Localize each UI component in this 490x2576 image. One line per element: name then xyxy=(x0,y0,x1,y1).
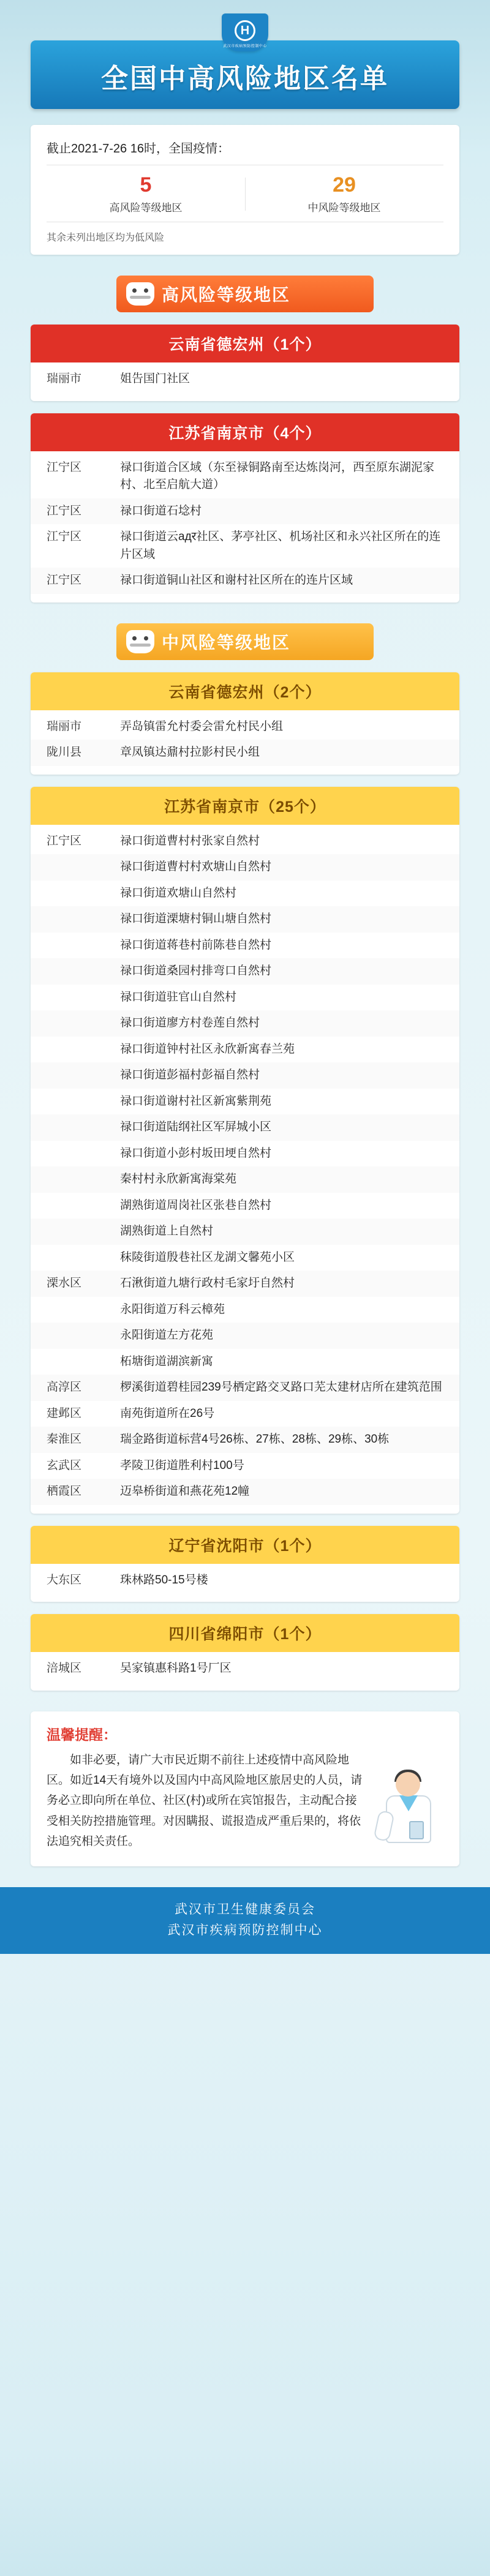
place-cell: 椤溪街道碧桂园239号栖定路交叉路口芜太建材店所在建筑范围 xyxy=(120,1381,442,1394)
district-cell xyxy=(47,885,120,903)
table-row xyxy=(31,1089,459,1115)
logo-badge xyxy=(222,13,268,51)
table-row xyxy=(31,1297,459,1323)
district-cell xyxy=(47,1145,120,1163)
table-row xyxy=(31,524,459,568)
mid-risk-count-cell xyxy=(245,174,443,214)
region-card xyxy=(31,325,459,401)
district-cell: 建邺区 xyxy=(47,1406,82,1420)
table-row xyxy=(31,1010,459,1037)
place-cell: 禄口街道曹村村欢塘山自然村 xyxy=(120,860,272,874)
region-card-body xyxy=(31,1564,459,1602)
summary-card xyxy=(31,125,459,255)
district-cell: 陇川县 xyxy=(47,746,82,759)
place-cell: 章凤镇达鼐村拉影村民小组 xyxy=(120,746,260,759)
place-cell: 禄口街道曹村村张家自然村 xyxy=(120,834,260,847)
table-row xyxy=(31,1656,459,1682)
region-card-title: 辽宁省沈阳市（1个） xyxy=(31,1526,459,1564)
district-cell: 瑞丽市 xyxy=(47,719,82,733)
place-cell: 秣陵街道殷巷社区龙湖文馨苑小区 xyxy=(120,1250,295,1264)
region-card xyxy=(31,1526,459,1602)
table-row xyxy=(31,1401,459,1427)
district-cell: 涪城区 xyxy=(47,1662,82,1675)
district-cell xyxy=(47,963,120,980)
district-cell xyxy=(47,911,120,928)
doctor-illustration xyxy=(372,1768,446,1854)
place-cell: 禄口街道欢塘山自然村 xyxy=(120,886,237,899)
summary-asof: 截止2021-7-26 16时，全国疫情： xyxy=(47,138,443,165)
region-card xyxy=(31,413,459,603)
table-row xyxy=(31,1568,459,1594)
district-cell xyxy=(47,1223,120,1241)
place-cell: 湖熟街道上自然村 xyxy=(120,1225,214,1238)
tips-card xyxy=(31,1711,459,1866)
district-cell: 大东区 xyxy=(47,1573,82,1587)
mid-risk-count-label: 中风险等级地区 xyxy=(307,202,381,214)
mid-risk-count: 29 xyxy=(333,173,356,197)
district-cell xyxy=(47,1093,120,1111)
place-cell: 禄口街道彭福村彭福自然村 xyxy=(120,1068,260,1082)
place-cell: 禄口街道石埝村 xyxy=(120,504,202,517)
region-card-title: 江苏省南京市（4个） xyxy=(31,413,459,451)
place-cell: 吴家镇惠科路1号厂区 xyxy=(120,1662,232,1675)
place-cell: 迈皋桥街道和燕花苑12幢 xyxy=(120,1485,250,1498)
region-card-body xyxy=(31,1652,459,1691)
region-card-body xyxy=(31,362,459,401)
table-row xyxy=(31,1427,459,1453)
place-cell: 禄口街道铜山社区和谢村社区所在的连片区域 xyxy=(120,574,353,587)
district-cell: 高淳区 xyxy=(47,1381,82,1394)
region-card-title: 云南省德宏州（2个） xyxy=(31,672,459,710)
summary-note: 其余未列出地区均为低风险 xyxy=(47,233,165,244)
place-cell: 禄口街道合区域（东至禄铜路南至达炼岗河，西至原东湖泥家村、北至启航大道） xyxy=(120,460,435,492)
header xyxy=(0,0,490,109)
page-title: 全国中高风险地区名单 xyxy=(101,64,389,94)
place-cell: 禄口街道谢村社区新寓紫荆苑 xyxy=(120,1094,272,1108)
table-row xyxy=(31,1141,459,1167)
district-cell: 江宁区 xyxy=(47,504,82,517)
region-card-title: 云南省德宏州（1个） xyxy=(31,325,459,362)
table-row xyxy=(31,1219,459,1245)
table-row xyxy=(31,1037,459,1063)
section-banner-high xyxy=(116,276,374,312)
summary-numbers xyxy=(47,165,443,222)
mask-icon xyxy=(126,630,154,653)
table-row xyxy=(31,714,459,740)
district-cell xyxy=(47,1015,120,1032)
place-cell: 湖熟街道周岗社区张巷自然村 xyxy=(120,1198,272,1212)
region-card xyxy=(31,1614,459,1691)
table-row xyxy=(31,933,459,959)
place-cell: 弄岛镇雷允村委会雷允村民小组 xyxy=(120,719,284,733)
place-cell: 永阳街道左方花苑 xyxy=(120,1329,214,1342)
footer-line-1: 武汉市卫生健康委员会 xyxy=(175,1902,315,1917)
district-cell: 秦淮区 xyxy=(47,1433,82,1446)
district-cell: 栖霞区 xyxy=(47,1485,82,1498)
table-row xyxy=(31,1323,459,1349)
logo-letter: H xyxy=(235,20,255,41)
region-card-title: 四川省绵阳市（1个） xyxy=(31,1614,459,1652)
place-cell: 孝陵卫街道胜利村100号 xyxy=(120,1459,244,1472)
region-card-title: 江苏省南京市（25个） xyxy=(31,787,459,825)
doctor-head-icon xyxy=(396,1772,420,1797)
place-cell: 石湫街道九塘行政村毛家圩自然村 xyxy=(120,1277,295,1290)
section-banner-label: 中风险等级地区 xyxy=(162,633,291,652)
table-row xyxy=(31,1062,459,1089)
high-risk-count-label: 高风险等级地区 xyxy=(109,202,183,214)
district-cell xyxy=(47,1301,120,1319)
district-cell: 瑞丽市 xyxy=(47,372,82,386)
district-cell xyxy=(47,858,120,876)
region-card-body xyxy=(31,451,459,603)
tips-body: 如非必要，请广大市民近期不前往上述疫情中高风险地区。如近14天有境外以及国内中高风险地区旅居史的人员，请务必立即向所在单位、社区(村)或所在宾馆报告，主动配合接受相关防控措施管理。对因瞒报、谎报造成严重后果的，将依法追究相关责任。 xyxy=(47,1753,363,1848)
district-cell: 江宁区 xyxy=(47,574,82,587)
doctor-clipboard-icon xyxy=(409,1821,424,1839)
footer xyxy=(0,1887,490,1954)
place-cell: 禄口街道陆纲社区军屏城小区 xyxy=(120,1121,272,1134)
place-cell: 瑞金路街道标营4号26栋、27栋、28栋、29栋、30栋 xyxy=(120,1433,390,1446)
table-row xyxy=(31,1114,459,1141)
table-row xyxy=(31,958,459,985)
table-row xyxy=(31,828,459,855)
table-row xyxy=(31,854,459,881)
table-row xyxy=(31,1479,459,1505)
place-cell: 禄口街道廖方村卷莲自然村 xyxy=(120,1016,260,1030)
table-row xyxy=(31,985,459,1011)
district-cell xyxy=(47,989,120,1007)
place-cell: 秦村村永欣新寓海棠苑 xyxy=(120,1173,237,1186)
place-cell: 姐告国门社区 xyxy=(120,372,190,386)
high-risk-count: 5 xyxy=(140,173,152,197)
place-cell: 禄口街道蒋巷村前陈巷自然村 xyxy=(120,938,272,952)
district-cell xyxy=(47,1067,120,1084)
tips-title: 温馨提醒： xyxy=(47,1726,117,1743)
district-cell xyxy=(47,1171,120,1188)
district-cell xyxy=(47,1041,120,1059)
region-card-body xyxy=(31,710,459,775)
place-cell: 珠林路50-15号楼 xyxy=(120,1573,208,1587)
mask-icon xyxy=(126,282,154,306)
place-cell: 南苑街道所在26号 xyxy=(120,1406,215,1420)
logo-subtext: 武汉市疾病预防控制中心 xyxy=(223,45,267,48)
footer-line-2: 武汉市疾病预防控制中心 xyxy=(167,1923,323,1937)
table-row xyxy=(31,1245,459,1271)
table-row xyxy=(31,498,459,525)
table-row xyxy=(31,366,459,392)
district-cell xyxy=(47,1353,120,1371)
mask-band-icon xyxy=(130,296,151,299)
district-cell: 玄武区 xyxy=(47,1459,82,1472)
table-row xyxy=(31,1193,459,1219)
district-cell xyxy=(47,1327,120,1345)
table-row xyxy=(31,1453,459,1479)
region-card xyxy=(31,672,459,775)
sections-container xyxy=(0,276,490,1691)
place-cell: 禄口街道桑园村排弯口自然村 xyxy=(120,964,272,978)
district-cell: 溧水区 xyxy=(47,1277,82,1290)
table-row xyxy=(31,568,459,594)
mask-band-icon xyxy=(130,644,151,647)
table-row xyxy=(31,1349,459,1375)
region-card xyxy=(31,787,459,1514)
district-cell: 江宁区 xyxy=(47,530,82,544)
table-row xyxy=(31,1271,459,1297)
table-row xyxy=(31,455,459,498)
place-cell: 禄口街道驻官山自然村 xyxy=(120,990,237,1004)
place-cell: 柘塘街道湖滨新寓 xyxy=(120,1354,214,1368)
district-cell: 江宁区 xyxy=(47,834,82,847)
place-cell: 禄口街道云адर社区、茅亭社区、机场社区和永兴社区所在的连片区域 xyxy=(120,530,441,561)
table-row xyxy=(31,740,459,766)
district-cell xyxy=(47,1249,120,1267)
place-cell: 禄口街道小彭村坂田埂自然村 xyxy=(120,1146,272,1160)
table-row xyxy=(31,906,459,933)
high-risk-count-cell xyxy=(47,174,245,214)
district-cell xyxy=(47,1197,120,1215)
table-row xyxy=(31,1375,459,1401)
table-row xyxy=(31,881,459,907)
section-banner-label: 高风险等级地区 xyxy=(162,285,291,305)
district-cell: 江宁区 xyxy=(47,460,82,474)
section-banner-mid xyxy=(116,623,374,660)
place-cell: 禄口街道溧塘村铜山塘自然村 xyxy=(120,912,272,926)
table-row xyxy=(31,1166,459,1193)
district-cell xyxy=(47,937,120,955)
place-cell: 永阳街道万科云樟苑 xyxy=(120,1302,225,1316)
district-cell xyxy=(47,1119,120,1136)
place-cell: 禄口街道钟村社区永欣新寓春兰苑 xyxy=(120,1042,295,1056)
region-card-body xyxy=(31,825,459,1514)
